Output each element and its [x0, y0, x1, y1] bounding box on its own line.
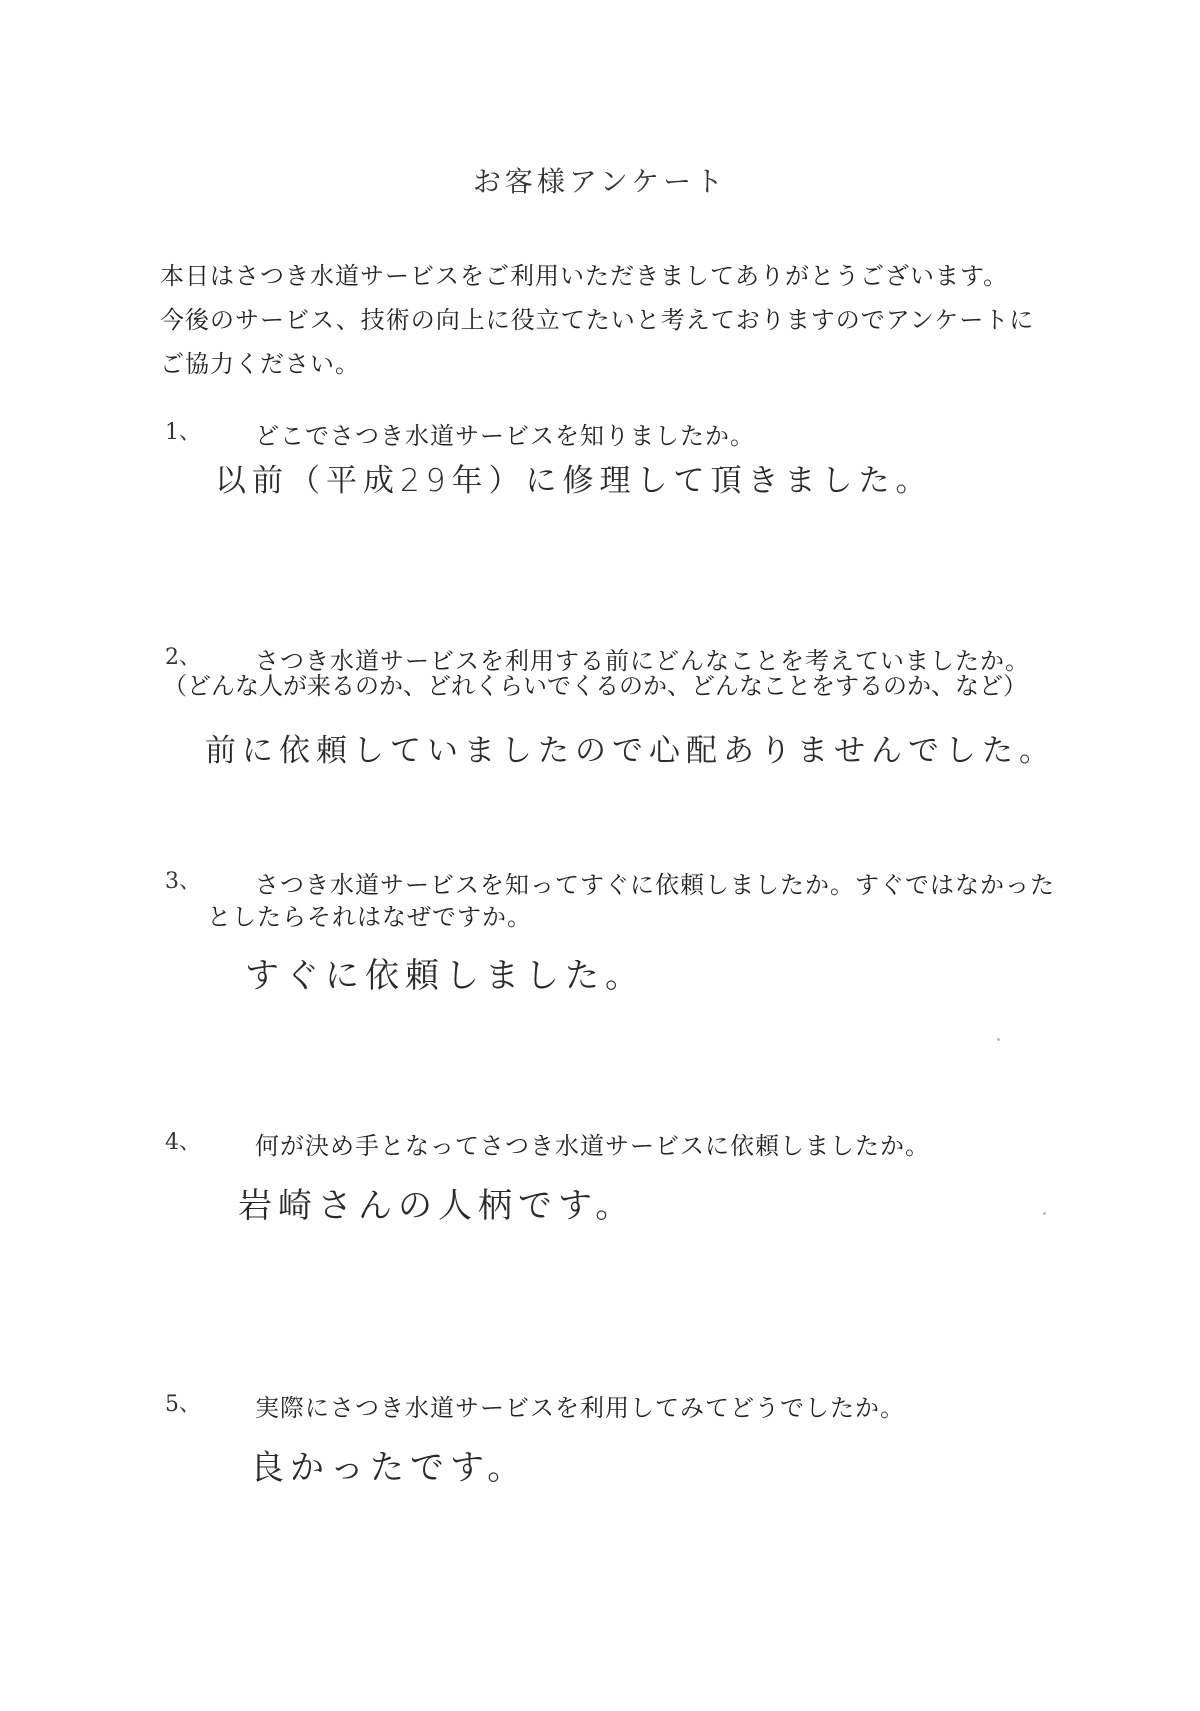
- question-2-subtext: （どんな人が来るのか、どれくらいでくるのか、どんなことをするのか、など）: [163, 672, 1027, 700]
- scan-speck: [1043, 1212, 1046, 1215]
- question-text: 何が決め手となってさつき水道サービスに依頼しましたか。: [255, 1132, 930, 1160]
- question-text: どこでさつき水道サービスを知りましたか。: [255, 422, 755, 450]
- question-number: 2、: [165, 645, 201, 670]
- question-text: さつき水道サービスを知ってすぐに依頼しましたか。すぐではなかった: [255, 871, 1055, 899]
- handwritten-answer-2: 前に依頼していましたので心配ありませんでした。: [205, 733, 1056, 769]
- question-number: 5、: [165, 1392, 201, 1417]
- question-text: 実際にさつき水道サービスを利用してみてどうでしたか。: [255, 1394, 905, 1422]
- intro-line-1: 本日はさつき水道サービスをご利用いただきましてありがとうございます。: [160, 262, 1009, 290]
- question-3-subtext: としたらそれはなぜですか。: [207, 903, 532, 931]
- question-number: 4、: [165, 1130, 201, 1155]
- handwritten-answer-5: 良かったです。: [250, 1448, 528, 1488]
- intro-line-2: 今後のサービス、技術の向上に役立てたいと考えておりますのでアンケートに: [160, 306, 1035, 334]
- question-text: さつき水道サービスを利用する前にどんなことを考えていましたか。: [255, 647, 1030, 675]
- question-number: 3、: [165, 869, 201, 894]
- page-title: お客様アンケート: [472, 165, 728, 198]
- handwritten-answer-3: すぐに依頼しました。: [245, 956, 645, 996]
- handwritten-answer-4: 岩崎さんの人柄です。: [238, 1186, 636, 1226]
- handwritten-answer-1: 以前（平成29年）に修理して頂きました。: [215, 463, 933, 499]
- intro-line-3: ご協力ください。: [160, 350, 360, 378]
- intro-paragraph: [160, 254, 1060, 386]
- question-number: 1、: [165, 420, 201, 445]
- scan-speck: [997, 1038, 1000, 1041]
